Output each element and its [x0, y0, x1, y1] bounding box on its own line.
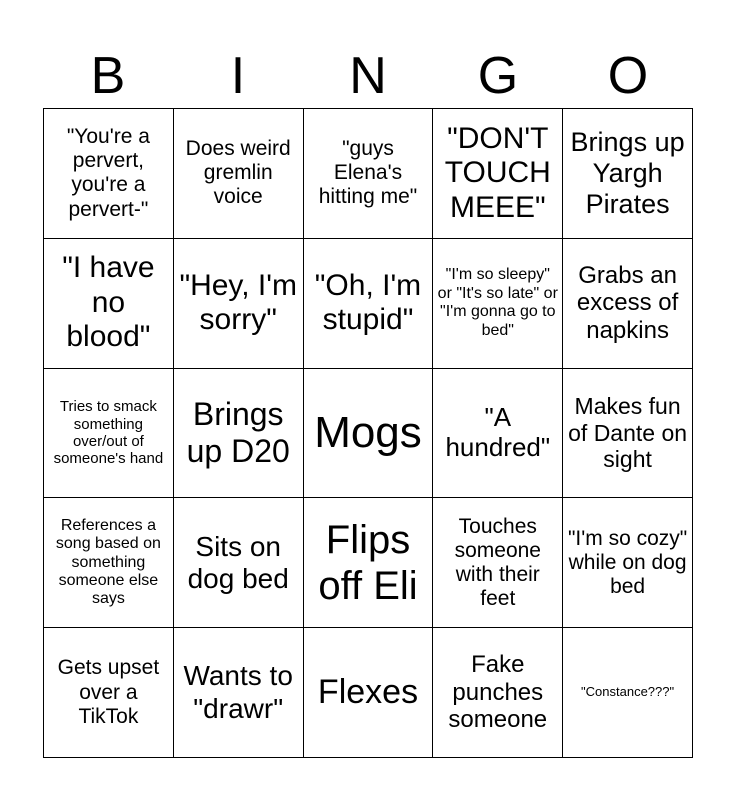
- bingo-cell[interactable]: [433, 369, 563, 499]
- header-letter-g: G: [477, 47, 519, 105]
- bingo-cell[interactable]: [44, 239, 174, 369]
- cell-text: Brings up Yargh Pirates: [570, 126, 685, 219]
- bingo-cell[interactable]: [304, 628, 434, 758]
- bingo-cell[interactable]: [44, 109, 174, 239]
- bingo-cell[interactable]: [174, 239, 304, 369]
- bingo-cell[interactable]: [563, 109, 693, 239]
- bingo-cell[interactable]: [44, 369, 174, 499]
- cell-text: Fake punches someone: [448, 651, 548, 734]
- bingo-cell[interactable]: [304, 239, 434, 369]
- cell-text: Makes fun of Dante on sight: [568, 393, 688, 473]
- cell-text: "I'm so cozy" while on dog bed: [567, 526, 688, 598]
- bingo-cell[interactable]: [44, 628, 174, 758]
- cell-text: Grabs an excess of napkins: [576, 261, 679, 344]
- bingo-cell[interactable]: [563, 498, 693, 628]
- header-letter-b: B: [90, 47, 126, 105]
- cell-text: Gets upset over a TikTok: [57, 656, 160, 728]
- bingo-cell[interactable]: [563, 628, 693, 758]
- bingo-cell[interactable]: [44, 498, 174, 628]
- bingo-cell[interactable]: [174, 109, 304, 239]
- bingo-cell[interactable]: [563, 369, 693, 499]
- cell-text: "DON'T TOUCH MEEE": [444, 121, 551, 224]
- cell-text: Tries to smack something over/out of someone's hand: [53, 398, 164, 468]
- bingo-cell[interactable]: [433, 498, 563, 628]
- bingo-cell[interactable]: [304, 369, 434, 499]
- bingo-cell[interactable]: [433, 109, 563, 239]
- bingo-cell[interactable]: [304, 498, 434, 628]
- cell-text: "Constance???": [581, 684, 675, 700]
- cell-text: Sits on dog bed: [187, 530, 289, 594]
- cell-text: "Oh, I'm stupid": [314, 268, 422, 337]
- cell-text: "A hundred": [445, 402, 551, 462]
- bingo-board: [43, 108, 693, 758]
- cell-text: "I'm so sleepy" or "It's so late" or "I'm gonna go to bed": [437, 266, 558, 339]
- cell-text: Does weird gremlin voice: [185, 137, 291, 209]
- cell-text: Wants to "drawr": [183, 660, 293, 724]
- cell-text: "I have no blood": [62, 251, 155, 354]
- cell-text: Flexes: [317, 673, 419, 712]
- cell-text: Mogs: [314, 407, 422, 457]
- bingo-cell[interactable]: [174, 628, 304, 758]
- bingo-cell[interactable]: [433, 628, 563, 758]
- bingo-cell[interactable]: [433, 239, 563, 369]
- cell-text: Touches someone with their feet: [454, 514, 541, 610]
- cell-text: Brings up D20: [186, 396, 290, 469]
- header-letter-o: O: [607, 47, 649, 105]
- cell-text: Flips off Eli: [318, 517, 418, 608]
- bingo-cell[interactable]: [174, 498, 304, 628]
- cell-text: "Hey, I'm sorry": [179, 268, 297, 337]
- cell-text: "You're a pervert, you're a pervert-": [66, 125, 150, 221]
- bingo-header: [43, 44, 693, 108]
- cell-text: "guys Elena's hitting me": [318, 137, 418, 209]
- header-letter-n: N: [349, 47, 387, 105]
- bingo-cell[interactable]: [304, 109, 434, 239]
- bingo-cell[interactable]: [174, 369, 304, 499]
- cell-text: References a song based on something someone else says: [55, 516, 161, 608]
- header-letter-i: I: [230, 47, 246, 105]
- bingo-cell[interactable]: [563, 239, 693, 369]
